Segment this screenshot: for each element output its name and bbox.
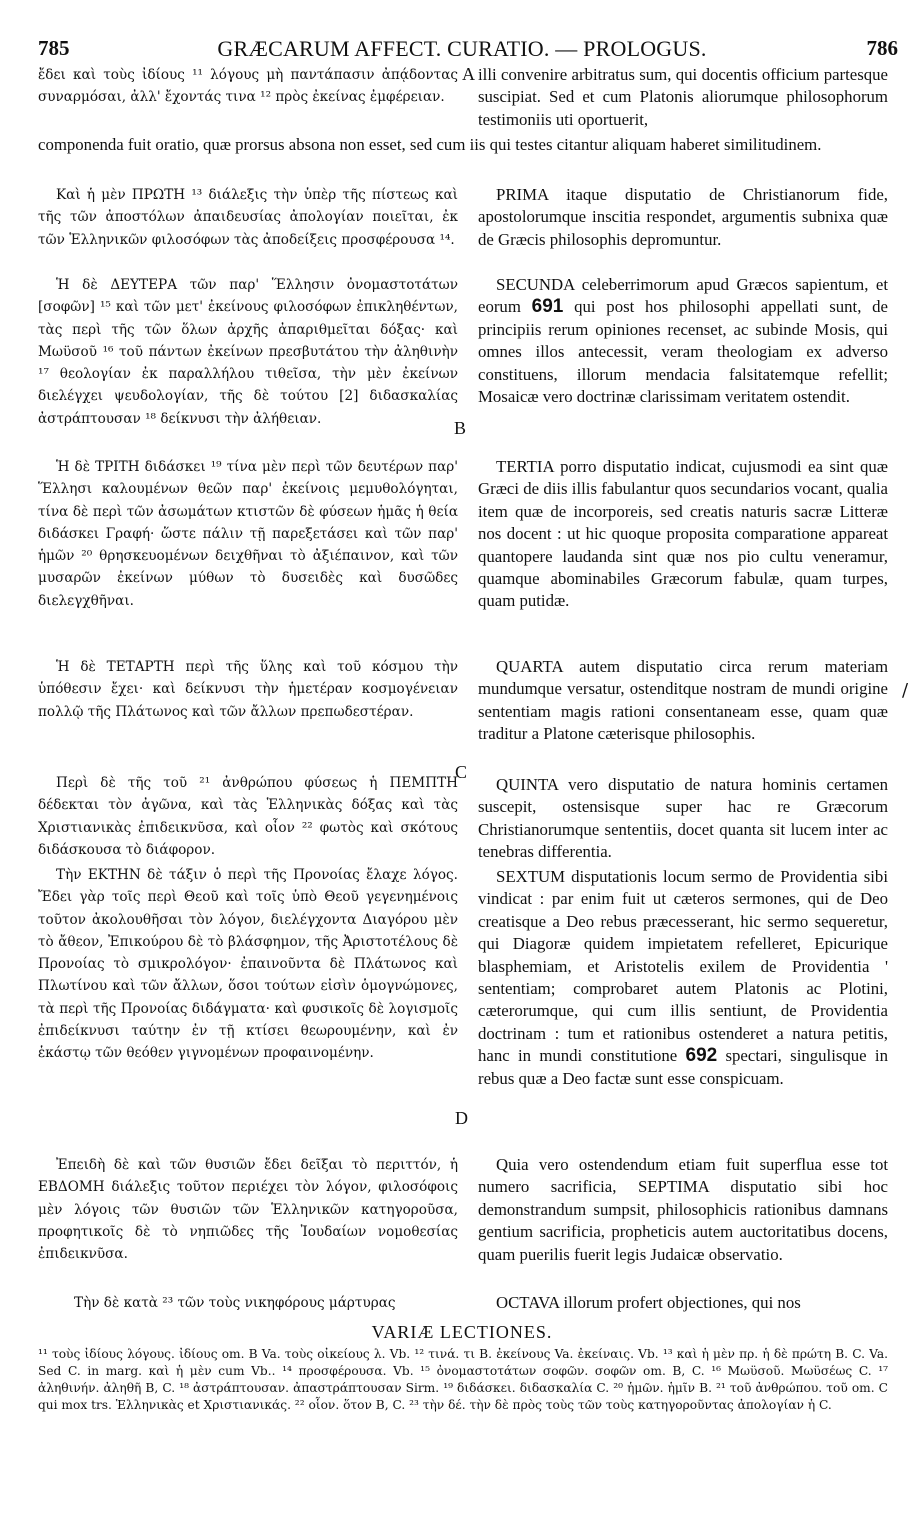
latin-section-6 xyxy=(478,866,888,1090)
running-head: GRÆCARUM AFFECT. CURATIO. — PROLOGUS. xyxy=(217,36,707,61)
latin-paragraph: illi convenire arbitratus sum, qui docentis officium partesque suscipiat. Sed et cum Platonis aliorumque philosophorum testimoniis uti oportuerit, xyxy=(478,65,888,129)
column-number: 691 xyxy=(531,296,564,318)
latin-paragraph: QUINTA vero disputatio de natura hominis certamen suscepit, ostensisque super hac re Græcorum Christianorumque sententiis, docet quanta sit lucem inter ac tenebras differentia. xyxy=(478,775,888,862)
greek-paragraph: Τὴν ΕΚΤΗΝ δὲ τάξιν ὁ περὶ τῆς Προνοίας ἔλαχε λόγος. Ἔδει γὰρ τοῖς περὶ Θεοῦ καὶ τοῖς ὑπὸ Θεοῦ γεγενημένοις τοῦτον ἀκολουθῆσαι τὸν λόγον, διελέγχοντα Διαγόρου μὲν τὸ ἄθεον, Ἐπικούρου δὲ τὸ βλάσφημον, τῆς Ἀριστοτέλους δὲ Προνοίας τὸ σμικρολόγον· ἐπαινοῦντα δὲ Πλάτωνος καὶ Πλωτίνου καὶ τῶν ἄλλων, ὅσοι τούτων εἰσὶν ὁμογνώμονες, τὰ περὶ τῆς Προνοίας διδάγματα· καὶ φυσικοῖς δὲ λογισμοῖς ἐπιδείκνυσι ταύτην ἐν τῇ κτίσει θεωρουμένην, καὶ ἐν ἑκάστῳ τῶν θεόθεν γιγνομένων προφαινομένην. xyxy=(38,867,458,1062)
latin-paragraph: QUARTA autem disputatio circa rerum materiam mundumque versatur, ostenditque nostram de mundi origine sententiam magis rationi consentaneam esse, quam quæ traditur a Platone cæterisque philosophis. xyxy=(478,657,888,744)
latin-paragraph: Quia vero ostendendum etiam fuit superflua esse tot numero sacrificia, SEPTIMA disputatio sibi hoc demonstrandum sumpsit, philosophicis rationibus damnans gentium sacrificia, propheticis autem auctoritatibus docens, quam puerilis fuerit legis Judaicæ observatio. xyxy=(478,1155,888,1264)
page-number-right: 786 xyxy=(866,36,898,60)
margin-letter-c: C xyxy=(455,762,468,782)
greek-paragraph: Ἐπειδὴ δὲ καὶ τῶν θυσιῶν ἔδει δεῖξαι τὸ περιττόν, ἡ ΕΒΔΟΜΗ διάλεξις τοῦτον περιέχει τὸν λόγον, φιλοσόφοις μὲν λόγοις τῶν θυσιῶν τῶν Ἑλληνικῶν κατηγοροῦσα, προφητικοῖς δὲ τὸ νηπιῶδες τῆς Ἰουδαίων νομοθεσίας ἐπιδεικνῦσα. xyxy=(38,1157,458,1263)
margin-pencil-mark: / xyxy=(902,680,909,701)
latin-text: SEXTUM disputationis locum sermo de Providentia sibi vindicat : par enim fuit ut cæteros sermones, qui de Deo creatisque a Deo rebus præcesserant, hic sermo sequeretur, qui Diagoræ quidem impietatem refelleret, Epicurique blasphemiam, et Aristotelis exilem de Providentia ' sententiam; comprobaret autem Platonis ac Plotini, cæterorumque, qui cum illis sentiunt, de Providentia doctrinam : tum et rationibus ostenderet a natura petitis, hanc in mundi constitutione xyxy=(478,867,888,1066)
margin-letter-d: D xyxy=(455,1108,468,1128)
latin-intro xyxy=(478,64,888,131)
greek-section-5 xyxy=(38,772,458,861)
greek-paragraph: Καὶ ἡ μὲν ΠΡΩΤΗ ¹³ διάλεξις τὴν ὑπὲρ τῆς πίστεως καὶ τῆς τῶν ἀποστόλων ἀπαιδευσίας ἀπολογίαν ποιεῖται, ἐκ τῶν Ἑλληνικῶν φιλοσόφων τὰς ἀποδείξεις προσφέρουσα ¹⁴. xyxy=(38,187,458,248)
column-number: 692 xyxy=(685,1045,718,1067)
greek-paragraph: Ἡ δὲ ΔΕΥΤΕΡΑ τῶν παρ' Ἕλλησιν ὀνομαστοτάτων [σοφῶν] ¹⁵ καὶ τῶν μετ' ἐκείνους φιλοσόφων ἐπικληθέντων, τὰς περὶ τῆς τῶν ὅλων ἀρχῆς ἀπαριθμεῖται δόξας· καὶ Μωϋσοῦ ¹⁶ τοῦ πάντων ἐκείνων πρεσβυτάτου τὴν ἀληθινὴν ¹⁷ θεολογίαν ἐκ παραλλήλου τιθεῖσα, τὴν μὲν ἐκείνων διελέγχει ψευδολογίαν, τῆς δὲ τούτου [2] διδασκαλίας ἀστράπτουσαν ¹⁸ δείκνυσι τὴν ἀλήθειαν. xyxy=(38,277,458,427)
latin-paragraph: OCTAVA illorum profert objectiones, qui nos xyxy=(496,1293,801,1312)
greek-section-7 xyxy=(38,1154,458,1265)
latin-paragraph: TERTIA porro disputatio indicat, cujusmodi ea sint quæ Græci de diis illis fabulantur quos secundarios vocant, qualia item quæ de incorporeis, sed creatis naturis sacræ Litteræ nos docent : ut hic quoque proposita comparatione appareat quantopere laudanda sint quæ nos pio cultu veneramur, quamque abominabiles Græcorum fabulæ, quam turpes, quam putidæ. xyxy=(478,457,888,611)
page-number-left: 785 xyxy=(38,36,70,60)
latin-text: qui post hos philosophi appellati sunt, de principiis rerum opiniones recenset, ac subinde Mosis, qui omnes illos antecessit, veram theologiam ex adverso constituens, illorum mendacia falsitatemque refellit; Mosaicæ vero doctrinæ clarissimam veritatem ostendit. xyxy=(478,297,888,407)
greek-paragraph: Ἡ δὲ ΤΕΤΑΡΤΗ περὶ τῆς ὕλης καὶ τοῦ κόσμου τὴν ὑπόθεσιν ἔχει· καὶ δείκνυσι τὴν ἡμετέραν κοσμογένειαν πολλῷ τῆς Πλάτωνος καὶ τῶν ἄλλων πρεπωδεστέραν. xyxy=(38,659,458,720)
latin-section-1 xyxy=(478,184,888,251)
greek-intro xyxy=(38,64,458,109)
greek-paragraph: Τὴν δὲ κατὰ ²³ τῶν τοὺς νικηφόρους μάρτυρας xyxy=(74,1295,396,1311)
greek-paragraph: Περὶ δὲ τῆς τοῦ ²¹ ἀνθρώπου φύσεως ἡ ΠΕΜΠΤΗ δέδεκται τὸν ἀγῶνα, καὶ τὰς Ἑλληνικὰς δόξας καὶ τὰς Χριστιανικὰς ἐπιδεικνῦσα, καὶ οἷον ²² φωτὸς καὶ σκότους διδάσκουσα τὸ διάφορον. xyxy=(38,775,458,858)
greek-section-6 xyxy=(38,864,458,1065)
greek-section-1 xyxy=(38,184,458,251)
latin-paragraph xyxy=(478,866,888,1090)
variae-lectiones-text: ¹¹ τοὺς ἰδίους λόγους. ἰδίους om. B Va. τοὺς οἰκείους λ. Vb. ¹² τινά. τι B. ἐκείνους Va. ἐκείναις. Vb. ¹³ καὶ ἡ μὲν πρ. ἡ δὲ πρώτη B. C. Va. Sed C. in marg. καὶ ἡ μὲν cum Vb.. ¹⁴ προσφέρουσα. Vb. ¹⁵ ὀνομαστοτάτων σοφῶν. σοφῶν om. B, C. ¹⁶ Μωϋσοῦ. Μωϋσέως C. ¹⁷ ἀληθινήν. ἀληθῆ B, C. ¹⁸ ἀστράπτουσαν. ἀπαστράπτουσαν Sirm. ¹⁹ διδάσκει. διδασκαλία C. ²⁰ ἡμῶν. ἡμῖν B. ²¹ τοῦ ἀνθρώπου. τοῦ om. C qui mox trs. Ἑλληνικὰς et Χριστιανικάς. ²² οἷον. ὅτον B, C. ²³ τὴν δέ. τὴν δὲ πρὸς τοὺς τῶν τοὺς κατηγοροῦντας ἀπολογίαν ἡ C. xyxy=(38,1347,888,1412)
margin-letter-b: B xyxy=(454,418,467,438)
latin-paragraph: componenda fuit oratio, quæ prorsus absona non esset, sed cum iis qui testes citantur aliquam haberet similitudinem. xyxy=(38,135,822,154)
margin-letter-a: A xyxy=(462,64,475,84)
latin-section-2 xyxy=(478,274,888,408)
greek-section-4 xyxy=(38,656,458,723)
greek-paragraph: ἔδει καὶ τοὺς ἰδίους ¹¹ λόγους μὴ παντάπασιν ἀπᾴδοντας συναρμόσαι, ἀλλ' ἔχοντάς τινα ¹² πρὸς ἐκείνας ἐμφέρειαν. xyxy=(38,67,458,106)
latin-section-3 xyxy=(478,456,888,613)
latin-section-7 xyxy=(478,1154,888,1266)
latin-section-4 xyxy=(478,656,888,746)
greek-section-3 xyxy=(38,456,458,612)
greek-section-8 xyxy=(38,1292,458,1314)
latin-section-8 xyxy=(478,1292,888,1314)
latin-paragraph: PRIMA itaque disputatio de Christianorum fide, apostolorumque inscitia respondet, argumentis subnixa quæ de Græcis philosophis depromuntur. xyxy=(478,185,888,249)
greek-section-2 xyxy=(38,274,458,430)
greek-paragraph: Ἡ δὲ ΤΡΙΤΗ διδάσκει ¹⁹ τίνα μὲν περὶ τῶν δευτέρων παρ' Ἕλλησι καλουμένων θεῶν παρ' ἐκείνοις μεμυθολόγηται, τίνα δὲ περὶ τῶν ἀσωμάτων κτιστῶν δὲ φύσεων ἡμᾶς ἡ θεία διδάσκει Γραφή· ὥστε πάλιν τῇ παρεξετάσει καὶ τῶν παρ' ἡμῶν ²⁰ θρησκευομένων δειχθῆναι τὸ ἀξιέπαινον, καὶ τῶν μυσαρῶν ἐκείνων μύθων τὸ δυσειδὲς καὶ δυσῶδες διελεγχθῆναι. xyxy=(38,459,458,609)
latin-section-5 xyxy=(478,774,888,864)
latin-intro-full xyxy=(38,134,888,156)
variae-lectiones-title: VARIÆ LECTIONES. xyxy=(371,1322,553,1342)
latin-text: SECUNDA celeberrimorum apud Græcos sapientum, et eorum xyxy=(478,275,888,317)
latin-text: spectari, singulisque in rebus quæ a Deo factæ sunt esse conspicuam. xyxy=(478,1046,888,1088)
latin-paragraph xyxy=(478,274,888,408)
